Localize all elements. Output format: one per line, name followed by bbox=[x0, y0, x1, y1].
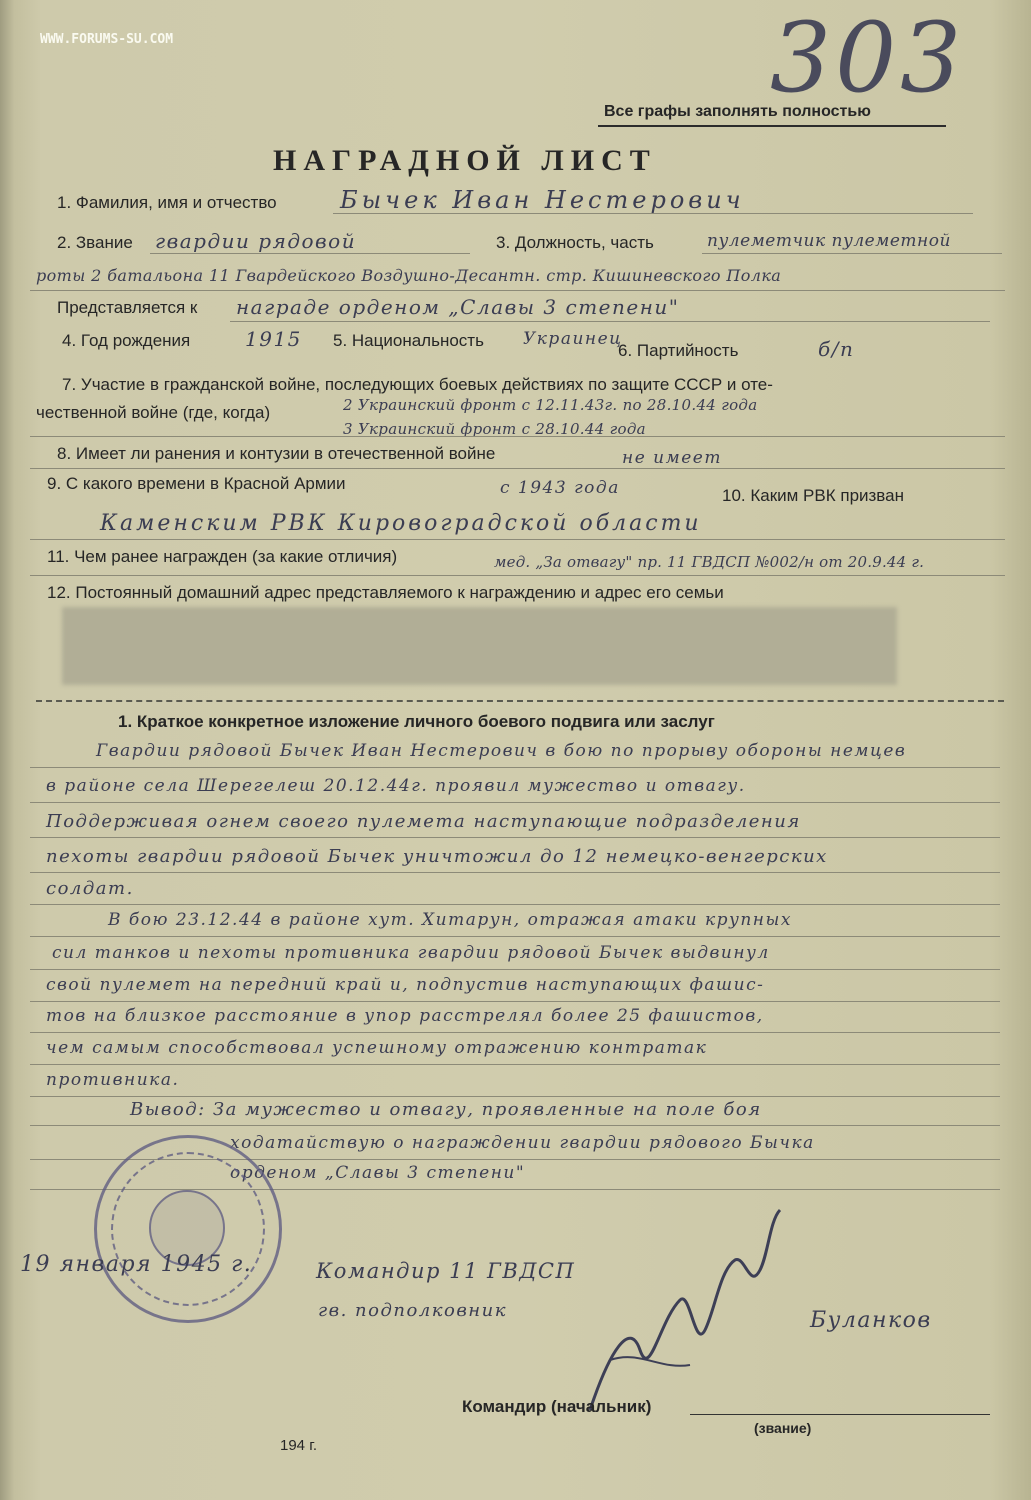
page-title: НАГРАДНОЙ ЛИСТ bbox=[273, 144, 657, 177]
ruled-line bbox=[30, 1096, 1000, 1097]
narrative-line: Поддерживая огнем своего пулемета наступающие подразделения bbox=[46, 811, 801, 832]
signature-rank: гв. подполковник bbox=[318, 1300, 508, 1321]
footer-year-label: 194 г. bbox=[280, 1437, 318, 1454]
ruled-line bbox=[30, 1032, 1000, 1033]
field-11-value: мед. „За отвагу" пр. 11 ГВДСП №002/н от 20.9.44 г. bbox=[494, 553, 925, 571]
field-6-value: б/п bbox=[818, 337, 855, 361]
field-5-value: Украинец bbox=[523, 329, 623, 349]
ruled-line bbox=[30, 767, 1000, 768]
narrative-line: противника. bbox=[46, 1070, 180, 1090]
field-3-value-a: пулеметчик пулеметной bbox=[707, 231, 951, 251]
field-11-line bbox=[30, 575, 1005, 576]
field-6-label: 6. Партийность bbox=[618, 341, 739, 360]
ruled-line bbox=[30, 1125, 1000, 1126]
field-7-label-b: чественной войне (где, когда) bbox=[36, 403, 271, 422]
field-11-label: 11. Чем ранее награжден (за какие отличия) bbox=[47, 547, 398, 566]
ruled-line bbox=[30, 969, 1000, 970]
field-10-line bbox=[30, 539, 1005, 540]
ruled-line bbox=[30, 802, 1000, 803]
field-1-label: 1. Фамилия, имя и отчество bbox=[57, 193, 277, 212]
field-3-label: 3. Должность, часть bbox=[496, 233, 654, 252]
footer-commander-label: Командир (начальник) bbox=[462, 1397, 652, 1416]
field-10-label: 10. Каким РВК призван bbox=[722, 486, 904, 505]
narrative-line: В бою 23.12.44 в районе хут. Хитарун, отражая атаки крупных bbox=[108, 910, 792, 930]
field-2-value: гвардии рядовой bbox=[155, 229, 357, 253]
field-7-line bbox=[30, 436, 1005, 437]
ruled-line bbox=[30, 872, 1000, 873]
field-2-label: 2. Звание bbox=[57, 233, 133, 252]
paper-fold bbox=[0, 0, 14, 1500]
ruled-line bbox=[30, 904, 1000, 905]
field-1-line bbox=[333, 213, 973, 214]
field-3-line bbox=[702, 253, 1002, 254]
field-5-label: 5. Национальность bbox=[333, 331, 484, 350]
instruction-underline bbox=[598, 125, 946, 127]
narrative-line: Вывод: За мужество и отвагу, проявленные на поле боя bbox=[130, 1099, 762, 1120]
section-heading: 1. Краткое конкретное изложение личного боевого подвига или заслуг bbox=[118, 712, 715, 731]
field-7-label-a: 7. Участие в гражданской войне, последующих боевых действиях по защите СССР и оте- bbox=[62, 375, 773, 394]
ruled-line bbox=[30, 837, 1000, 838]
handwritten-signature bbox=[570, 1200, 790, 1430]
instruction-text: Все графы заполнять полностью bbox=[604, 103, 871, 120]
field-3-value-b: роты 2 батальона 11 Гвардейского Воздушно-Десантн. стр. Кишиневского Полка bbox=[36, 266, 782, 285]
footer-rank-label: (звание) bbox=[754, 1420, 812, 1436]
field-9-label: 9. С какого времени в Красной Армии bbox=[47, 474, 346, 493]
narrative-line: сил танков и пехоты противника гвардии рядовой Бычек выдвинул bbox=[52, 943, 770, 963]
narrative-line: чем самым способствовал успешному отражению контратак bbox=[46, 1038, 708, 1058]
field-7-value-a: 2 Украинский фронт с 12.11.43г. по 28.10.44 года bbox=[343, 396, 758, 414]
field-1-value: Бычек Иван Нестерович bbox=[340, 186, 745, 214]
redacted-address bbox=[62, 607, 897, 685]
field-8-label: 8. Имеет ли ранения и контузии в отечественной войне bbox=[57, 444, 496, 463]
narrative-line: тов на близкое расстояние в упор расстрелял более 25 фашистов, bbox=[46, 1006, 764, 1026]
narrative-line: солдат. bbox=[46, 878, 134, 899]
ruled-line bbox=[30, 1064, 1000, 1065]
field-2-line bbox=[150, 253, 470, 254]
signature-commander: Командир 11 ГВДСП bbox=[316, 1259, 576, 1283]
section-divider bbox=[36, 700, 1004, 702]
handwritten-number: 303 bbox=[770, 2, 966, 114]
field-8-value: не имеет bbox=[622, 448, 722, 468]
ruled-line bbox=[30, 936, 1000, 937]
field-4-label: 4. Год рождения bbox=[62, 331, 191, 350]
narrative-line: пехоты гвардии рядовой Бычек уничтожил до 12 немецко-венгерских bbox=[46, 846, 828, 867]
field-3-line-b bbox=[30, 290, 1005, 291]
field-7-value-b: 3 Украинский фронт с 28.10.44 года bbox=[343, 420, 646, 438]
watermark: WWW.FORUMS-SU.COM bbox=[40, 32, 174, 47]
unit-stamp bbox=[94, 1135, 282, 1323]
presented-line bbox=[230, 321, 990, 322]
signature-date: 19 января 1945 г. bbox=[20, 1252, 253, 1277]
field-8-line bbox=[30, 468, 1005, 469]
presented-value: награде орденом „Славы 3 степени" bbox=[236, 295, 680, 319]
field-10-value: Каменским РВК Кировоградской области bbox=[100, 511, 702, 536]
narrative-line: орденом „Славы 3 степени" bbox=[230, 1163, 526, 1183]
footer-commander-line bbox=[690, 1414, 990, 1415]
ruled-line bbox=[30, 1001, 1000, 1002]
narrative-line: свой пулемет на передний край и, подпустив наступающих фашис- bbox=[46, 975, 765, 995]
narrative-line: в районе села Шерегелеш 20.12.44г. проявил мужество и отвагу. bbox=[46, 776, 746, 796]
signature-name: Буланков bbox=[810, 1308, 932, 1333]
field-4-value: 1915 bbox=[245, 327, 302, 351]
presented-label: Представляется к bbox=[57, 298, 198, 317]
narrative-line: ходатайствую о награждении гвардии рядового Бычка bbox=[230, 1133, 815, 1153]
field-9-value: с 1943 года bbox=[500, 478, 620, 498]
narrative-line: Гвардии рядовой Бычек Иван Нестерович в бою по прорыву обороны немцев bbox=[96, 741, 907, 761]
field-12-label: 12. Постоянный домашний адрес представляемого к награждению и адрес его семьи bbox=[47, 583, 724, 602]
